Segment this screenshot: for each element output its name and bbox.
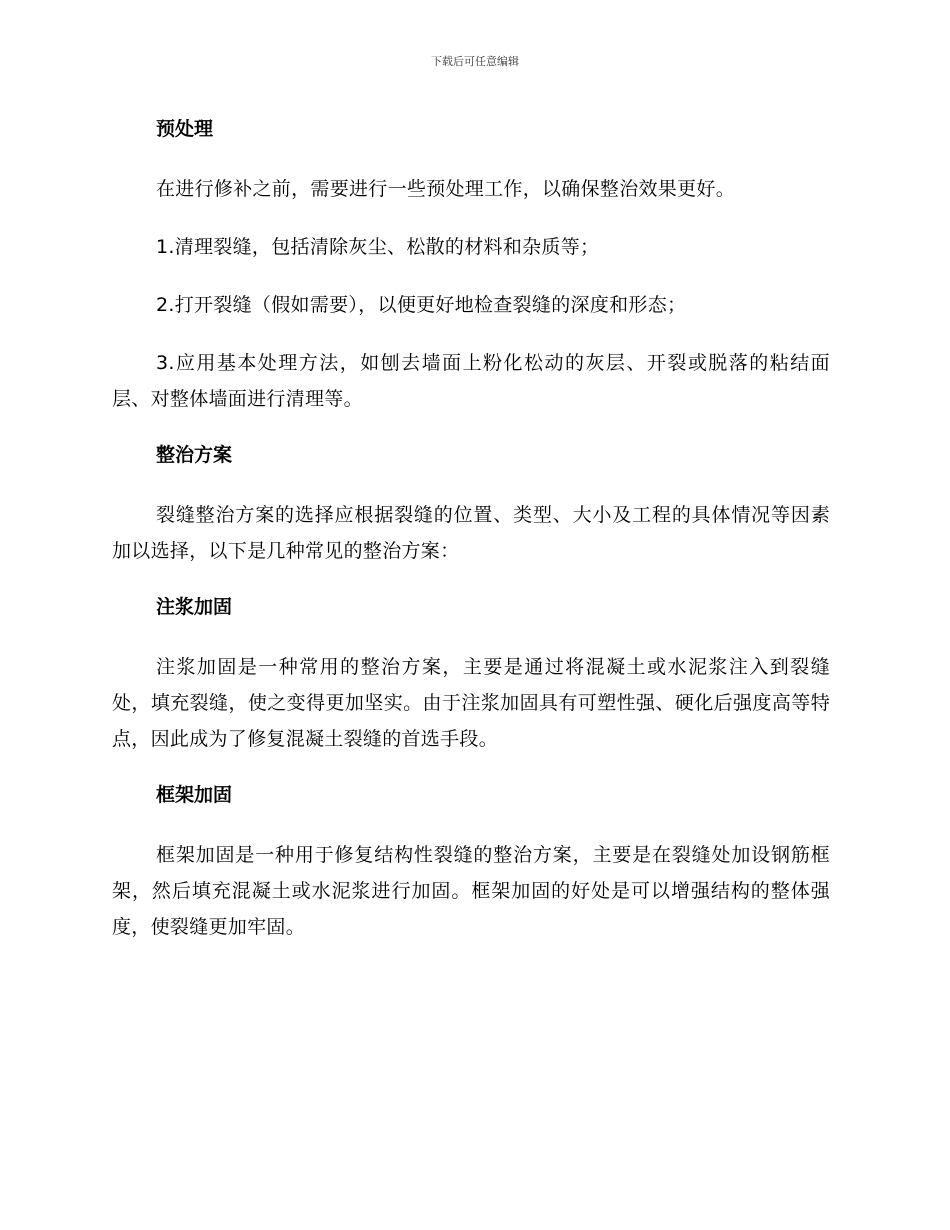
page-header: 下载后可任意编辑 [431,55,519,68]
section-heading-plan: 整治方案 [156,444,233,466]
section-heading-frame: 框架加固 [156,784,233,806]
document-body [112,113,830,967]
paragraph-frame: 框架加固是一种用于修复结构性裂缝的整治方案，主要是在裂缝处加设钢筋框架，然后填充混凝土或水泥浆进行加固。框架加固的好处是可以增强结构的整体强度，使裂缝更加牢固。 [112,844,830,938]
list-item-open-crack: 2.打开裂缝（假如需要），以便更好地检查裂缝的深度和形态； [156,294,687,316]
section-heading-grouting: 注浆加固 [156,596,233,618]
list-item-basic-treatment: 3.应用基本处理方法，如刨去墙面上粉化松动的灰层、开裂或脱落的粘结面层、对整体墙面进行清理等。 [112,352,830,410]
paragraph-grouting: 注浆加固是一种常用的整治方案，主要是通过将混凝土或水泥浆注入到裂缝处，填充裂缝，使之变得更加坚实。由于注浆加固具有可塑性强、硬化后强度高等特点，因此成为了修复混凝土裂缝的首选手段。 [112,656,830,750]
list-item-clean-crack: 1.清理裂缝，包括清除灰尘、松散的材料和杂质等； [156,236,600,258]
paragraph-plan-intro: 裂缝整治方案的选择应根据裂缝的位置、类型、大小及工程的具体情况等因素加以选择，以下是几种常见的整治方案： [112,504,830,562]
paragraph-pretreatment-intro: 在进行修补之前，需要进行一些预处理工作，以确保整治效果更好。 [156,178,736,200]
section-heading-pretreatment: 预处理 [156,118,214,140]
